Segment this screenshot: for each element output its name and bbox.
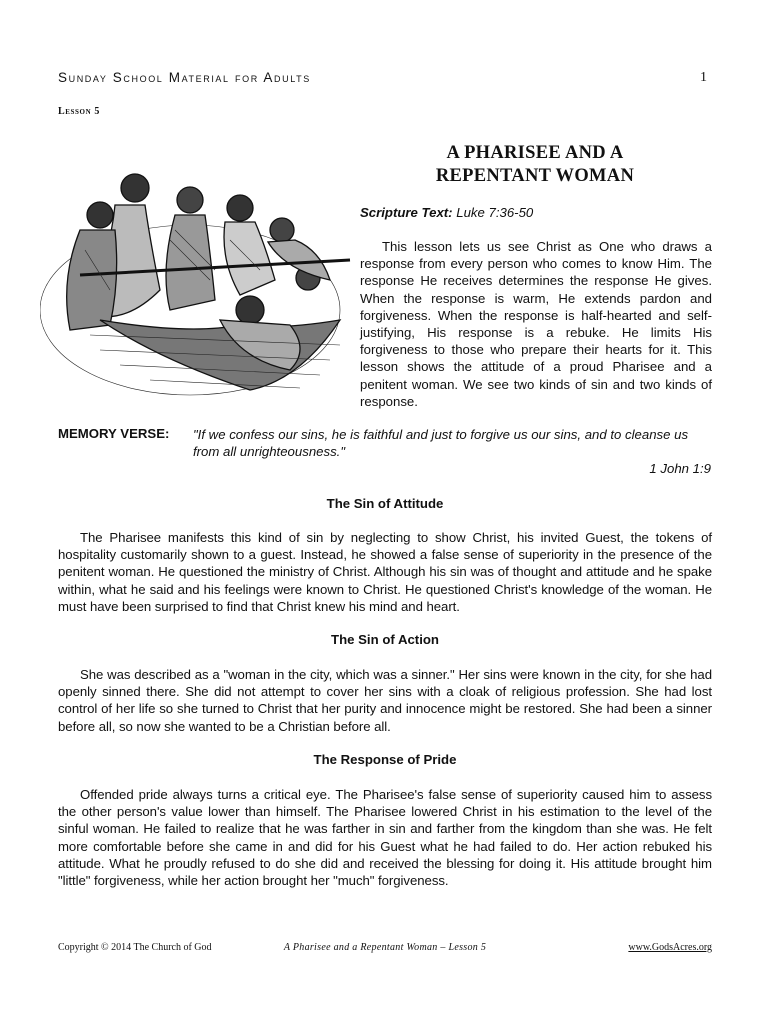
section-paragraph: Offended pride always turns a critical eye. The Pharisee's false sense of superiority caused him to assess the other person's value lower than himself. The Pharisee lowered Christ in his estimation to the level of the sinful woman. He failed to realize that he was farther in sin and farther from the kingdom than she was. He felt more comfortable before she came in and did for his Guest what he had failed to do. Her action rebuked his attitude. What he proudly refused to do she did and received the blessing for doing it. His attitude brought him "little" forgiveness, while her action brought her "much" forgiveness.: [58, 787, 712, 889]
intro-paragraph: This lesson lets us see Christ as One who draws a response from every person who comes to know Him. The response He receives determines the response He gives. When the response is warm, He extends pardon and forgiveness. When the response is half-hearted and self-justifying, His response is a rebuke. He limits His forgiveness to those who prepare their hearts for it. This lesson shows the attitude of a proud Pharisee and a penitent woman. We see two kinds of sin and two kinds of response.: [360, 239, 712, 409]
section-heading: The Sin of Action: [331, 632, 439, 647]
memory-verse-text: "If we confess our sins, he is faithful and just to forgive us our sins, and to cleanse us from all unrighteousness.": [193, 427, 689, 460]
lesson-title: [400, 142, 670, 188]
lesson-title-line-1: A PHARISEE AND A: [446, 143, 624, 163]
footer-lesson-title: A Pharisee and a Repentant Woman – Lesson 5: [283, 942, 487, 953]
memory-verse-label: MEMORY VERSE:: [58, 426, 170, 441]
running-header-title: Sunday School Material for Adults: [58, 70, 311, 85]
section-heading: The Response of Pride: [313, 752, 457, 767]
scripture-reference: Luke 7:36-50: [456, 205, 534, 220]
section-paragraph: She was described as a "woman in the city, which was a sinner." Her sins were known in the city, for she had openly sinned there. She did not attempt to cover her sins with a cloak of religious profession. She had lost control of her life so she turned to Christ that her purity and innocence might be restored. She had been a sinner before all, so now she wanted to be a Christian before all.: [58, 667, 712, 734]
page-number: 1: [700, 70, 707, 85]
memory-verse-reference: 1 John 1:9: [649, 461, 711, 476]
section-paragraph: The Pharisee manifests this kind of sin by neglecting to show Christ, his invited Guest, the tokens of hospitality customarily shown to a guest. Instead, he showed a false sense of superiority in the presence of the penitent woman. He questioned the ministry of Christ. Although his sin was of thought and attitude and he spake within, what he said and his feelings were known to Christ. He questioned Christ's knowledge of the woman. He must have been surprised to find that Christ knew his mind and heart.: [58, 530, 712, 614]
engraving-illustration: [40, 160, 358, 410]
section-heading: The Sin of Attitude: [326, 496, 444, 511]
footer-website-link[interactable]: www.GodsAcres.org: [628, 942, 712, 953]
lesson-title-line-2: REPENTANT WOMAN: [435, 166, 635, 186]
lesson-label: Lesson 5: [58, 106, 100, 117]
scripture-label: Scripture Text:: [360, 205, 453, 220]
scripture-text: [360, 205, 533, 220]
footer-copyright: Copyright © 2014 The Church of God: [58, 942, 212, 953]
